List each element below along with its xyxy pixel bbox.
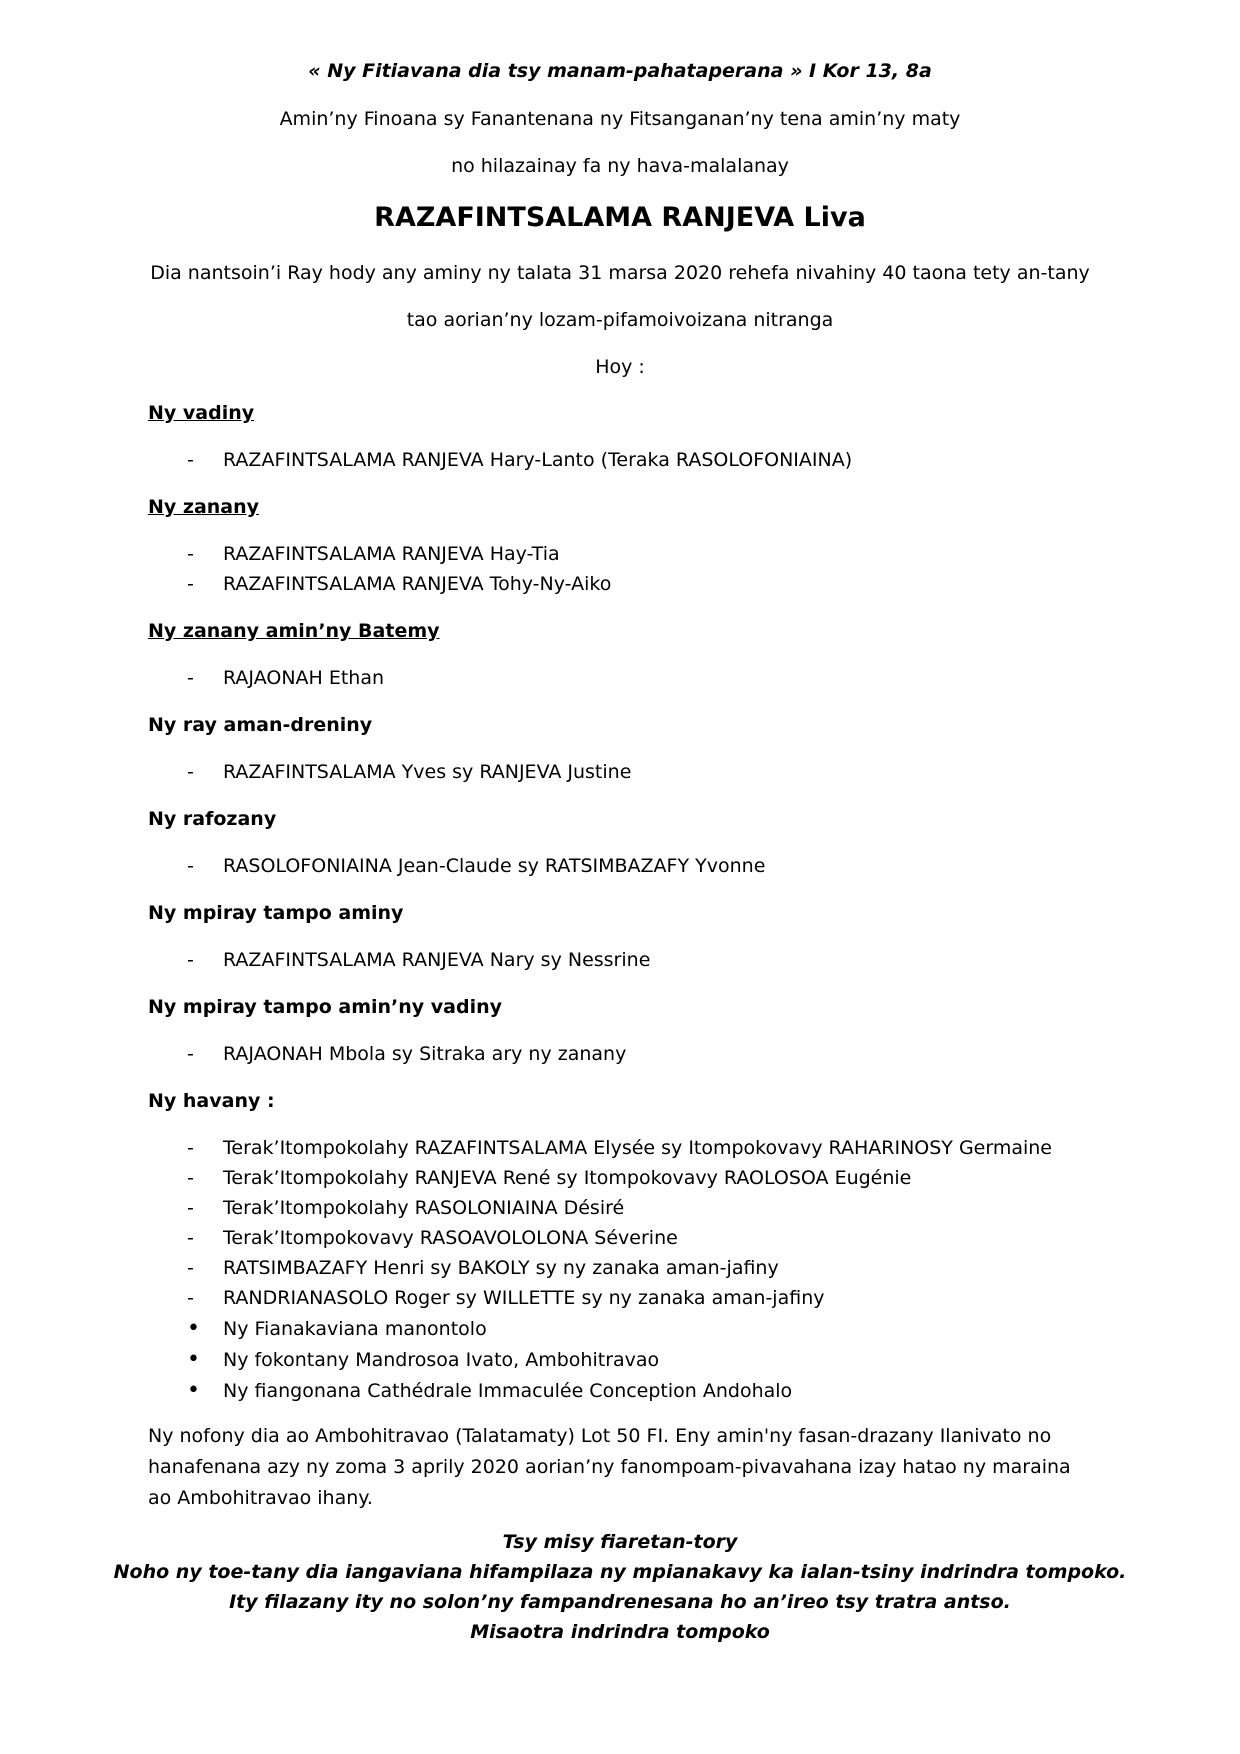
list-item-text: Terak’Itompokolahy RASOLONIAINA Désiré: [223, 1197, 625, 1219]
intro-line-2: no hilazainay fa ny hava-malalanay: [451, 155, 789, 177]
dash-mark: -: [187, 667, 194, 689]
burial-paragraph: Ny nofony dia ao Ambohitravao (Talatamaty) Lot 50 FI. Eny amin'ny fasan-drazany Ilanivato no hanafenana azy ny zoma 3 aprily 2020 aorian’ny fanompoam-pivavahana izay hatao ny maraina ao Ambohitravao ihany.: [148, 1425, 1071, 1509]
list-item: [187, 1257, 779, 1279]
list-item-text: Terak’Itompokolahy RANJEVA René sy Itompokovavy RAOLOSOA Eugénie: [223, 1167, 912, 1189]
section-heading-relatives: Ny havany :: [148, 1090, 275, 1112]
section-heading-siblings: Ny mpiray tampo aminy: [148, 902, 404, 924]
list-item: [187, 449, 852, 471]
section-heading-spouse-siblings: Ny mpiray tampo amin’ny vadiny: [148, 996, 503, 1018]
list-item-text: RAZAFINTSALAMA Yves sy RANJEVA Justine: [223, 761, 632, 783]
list-item-text: Ny fokontany Mandrosoa Ivato, Ambohitravao: [223, 1349, 660, 1371]
dash-mark: -: [187, 543, 194, 565]
dash-mark: -: [187, 449, 194, 471]
section-heading-godchildren: Ny zanany amin’ny Batemy: [148, 620, 440, 642]
section-heading-children: Ny zanany: [148, 496, 260, 518]
list-item: [187, 949, 650, 971]
dash-mark: -: [187, 1197, 194, 1219]
list-item-text: RANDRIANASOLO Roger sy WILLETTE sy ny zanaka aman-jafiny: [223, 1287, 825, 1309]
list-item: [187, 1227, 678, 1249]
bullet-mark: •: [187, 1316, 200, 1341]
deceased-name: RAZAFINTSALAMA RANJEVA Liva: [374, 202, 866, 233]
bullet-mark: •: [187, 1347, 200, 1372]
list-item-text: RASOLOFONIAINA Jean-Claude sy RATSIMBAZAFY Yvonne: [223, 855, 766, 877]
dash-mark: -: [187, 1167, 194, 1189]
section-heading-in-laws: Ny rafozany: [148, 808, 277, 830]
list-item-text: Terak’Itompokolahy RAZAFINTSALAMA Elysée sy Itompokovavy RAHARINOSY Germaine: [223, 1137, 1052, 1159]
list-item-text: Ny Fianakaviana manontolo: [223, 1318, 487, 1340]
list-item-text: RAZAFINTSALAMA RANJEVA Hay-Tia: [223, 543, 560, 565]
dash-mark: -: [187, 1257, 194, 1279]
intro-line-4: tao aorian’ny lozam-pifamoivoizana nitranga: [406, 309, 834, 331]
list-item: [187, 1380, 792, 1402]
list-item-text: Terak’Itompokovavy RASOAVOLOLONA Séverine: [223, 1227, 678, 1249]
intro-line-3: Dia nantsoin’i Ray hody any aminy ny talata 31 marsa 2020 rehefa nivahiny 40 taona tety an-tany: [150, 262, 1090, 284]
list-item: [187, 1349, 659, 1371]
closing-line-3: Ity filazany ity no solon’ny fampandrenesana ho an’ireo tsy tratra antso.: [229, 1591, 1011, 1613]
closing-line-4: Misaotra indrindra tompoko: [470, 1621, 770, 1643]
list-item-text: RATSIMBAZAFY Henri sy BAKOLY sy ny zanaka aman-jafiny: [223, 1257, 779, 1279]
dash-mark: -: [187, 1227, 194, 1249]
list-item: [187, 1197, 624, 1219]
intro-line-5: Hoy :: [595, 356, 645, 378]
bible-verse: « Ny Fitiavana dia tsy manam-pahataperana » I Kor 13, 8a: [308, 60, 932, 82]
section-heading-spouse: Ny vadiny: [148, 402, 255, 424]
list-item: [187, 1043, 626, 1065]
dash-mark: -: [187, 949, 194, 971]
dash-mark: -: [187, 573, 194, 595]
list-item: [187, 1137, 1052, 1159]
list-item: [187, 761, 631, 783]
list-item-text: Ny fiangonana Cathédrale Immaculée Conception Andohalo: [223, 1380, 793, 1402]
dash-mark: -: [187, 1137, 194, 1159]
list-item-text: RAZAFINTSALAMA RANJEVA Hary-Lanto (Teraka RASOLOFONIAINA): [223, 449, 853, 471]
dash-mark: -: [187, 761, 194, 783]
dash-mark: -: [187, 1287, 194, 1309]
list-item-text: RAJAONAH Ethan: [223, 667, 385, 689]
list-item: [187, 667, 384, 689]
list-item: [187, 1318, 487, 1340]
closing-line-2: Noho ny toe-tany dia iangaviana hifampilaza ny mpianakavy ka ialan-tsiny indrindra tompoko.: [113, 1561, 1127, 1583]
section-heading-parents: Ny ray aman-dreniny: [148, 714, 373, 736]
list-item-text: RAZAFINTSALAMA RANJEVA Nary sy Nessrine: [223, 949, 651, 971]
list-item-text: RAJAONAH Mbola sy Sitraka ary ny zanany: [223, 1043, 627, 1065]
list-item: [187, 543, 560, 565]
list-item: [187, 573, 611, 595]
dash-mark: -: [187, 855, 194, 877]
bullet-mark: •: [187, 1378, 200, 1403]
list-item: [187, 855, 765, 877]
list-item: [187, 1167, 911, 1189]
intro-line-1: Amin’ny Finoana sy Fanantenana ny Fitsanganan’ny tena amin’ny maty: [279, 108, 961, 130]
dash-mark: -: [187, 1043, 194, 1065]
closing-line-1: Tsy misy fiaretan-tory: [502, 1531, 738, 1553]
list-item-text: RAZAFINTSALAMA RANJEVA Tohy-Ny-Aiko: [223, 573, 612, 595]
list-item: [187, 1287, 824, 1309]
